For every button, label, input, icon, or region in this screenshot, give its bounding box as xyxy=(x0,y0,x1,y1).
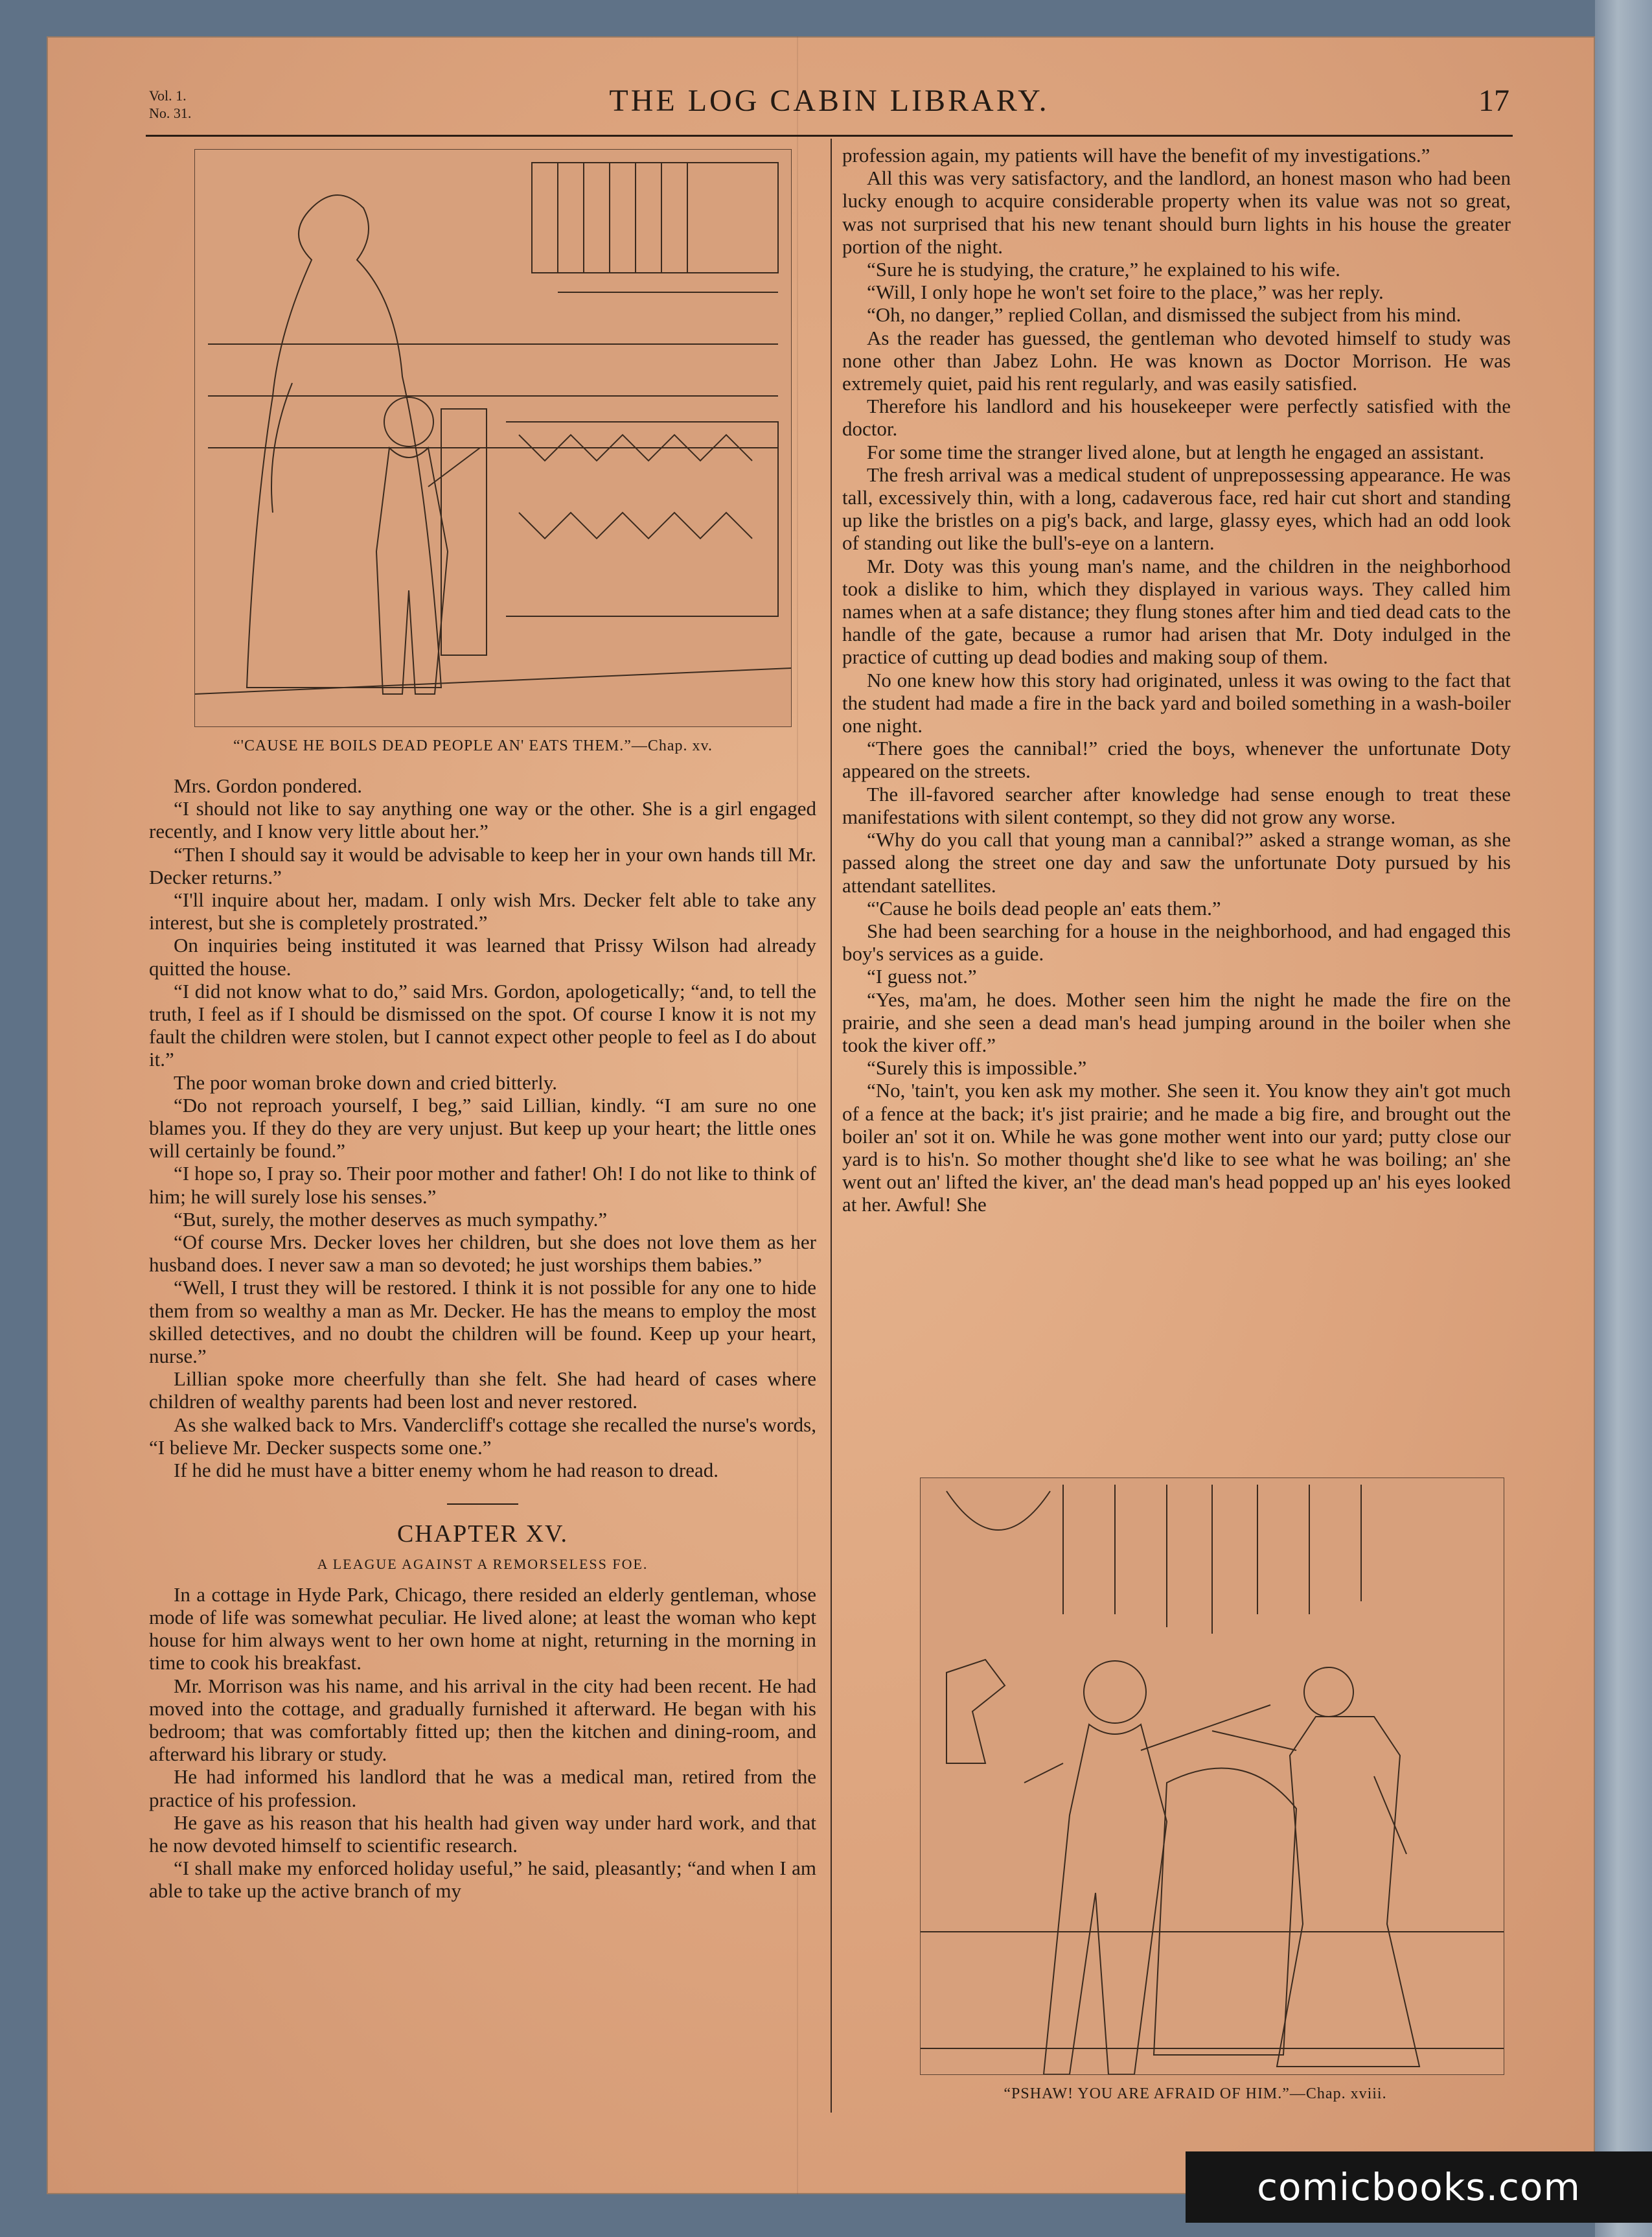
paragraph: If he did he must have a bitter enemy whom he had reason to dread. xyxy=(174,1459,719,1482)
paragraph: He had informed his landlord that he was a medical man, retired from the practice of his profession. xyxy=(149,1765,816,1811)
header-rule xyxy=(146,135,1513,137)
paragraph: The fresh arrival was a medical student of unprepossessing appearance. He was tall, excessively thin, with a long, cadaverous face, red hair cut short and standing up like the bristles on a pig's back, and large, glassy eyes, which had an odd look of standing out like the bull's-eye on a lantern. xyxy=(842,463,1511,555)
watermark-logo: comicbooks.com xyxy=(1186,2151,1652,2223)
paragraph: In a cottage in Hyde Park, Chicago, there resided an elderly gentleman, whose mode of life was somewhat peculiar. He lived alone; at least the woman who kept house for him always went to her own home at night, returning in the morning in time to cook his breakfast. xyxy=(149,1582,816,1675)
paragraph: Lillian spoke more cheerfully than she felt. She had heard of cases where children of wealthy parents had been lost and never restored. xyxy=(149,1367,816,1413)
paragraph: As she walked back to Mrs. Vandercliff's cottage she recalled the nurse's words, “I believe Mr. Decker suspects some one.” xyxy=(149,1413,816,1459)
illustration-caption-top: “'CAUSE HE BOILS DEAD PEOPLE AN' EATS THEM.”—Chap. xv. xyxy=(233,737,713,754)
book-spine xyxy=(1595,0,1652,2237)
chapter-heading: CHAPTER XV. xyxy=(396,1520,569,1548)
paragraph: “I should not like to say anything one way or the other. She is a girl engaged recently, and I know very little about her.” xyxy=(149,797,816,843)
paragraph: Mrs. Gordon pondered. xyxy=(174,774,363,797)
paragraph: “There goes the cannibal!” cried the boys, whenever the unfortunate Doty appeared on the streets. xyxy=(842,737,1511,783)
paragraph: “I guess not.” xyxy=(867,965,977,988)
paragraph: Therefore his landlord and his housekeeper were perfectly satisfied with the doctor. xyxy=(842,395,1511,441)
paragraph: “Will, I only hope he won't set foire to the place,” was her reply. xyxy=(867,281,1384,304)
publication-title: THE LOG CABIN LIBRARY. xyxy=(609,84,1050,118)
paragraph: “I hope so, I pray so. Their poor mother and father! Oh! I do not like to think of him; he will surely lose his senses.” xyxy=(149,1162,816,1208)
paragraph: On inquiries being instituted it was learned that Prissy Wilson had already quitted the house. xyxy=(149,934,816,980)
running-header xyxy=(149,83,1509,135)
paragraph: “I did not know what to do,” said Mrs. Gordon, apologetically; “and, to tell the truth, I feel as if I should be dismissed on the spot. Of course I know it is not my fault the children were stolen, but I cannot expect other people to feel as I do about it.” xyxy=(149,979,816,1071)
paragraph: “Sure he is studying, the crature,” he explained to his wife. xyxy=(867,258,1340,281)
chapter-subtitle: A LEAGUE AGAINST A REMORSELESS FOE. xyxy=(317,1555,648,1572)
paragraph: “'Cause he boils dead people an' eats them.” xyxy=(867,896,1221,920)
paragraph: He gave as his reason that his health had given way under hard work, and that he now devoted himself to scientific research. xyxy=(149,1811,816,1857)
paragraph: “Then I should say it would be advisable to keep her in your own hands till Mr. Decker returns.” xyxy=(149,842,816,888)
paragraph: “I shall make my enforced holiday useful,” he said, pleasantly; “and when I am able to take up the active branch of my xyxy=(149,1857,816,1903)
volume-number: Vol. 1. No. 31. xyxy=(149,87,192,121)
paragraph: The ill-favored searcher after knowledge had sense enough to treat these manifestations with silent contempt, so they did not grow any worse. xyxy=(842,782,1511,828)
paragraph: “Yes, ma'am, he does. Mother seen him the night he made the fire on the prairie, and she seen a dead man's head jumping around in the boiler when she took the kiver off.” xyxy=(842,988,1511,1056)
paragraph: Mr. Doty was this young man's name, and the children in the neighborhood took a dislike to him, which they displayed in various ways. They called him names when at a safe distance; they flung stones after him and tied dead cats to the handle of the gate, because a rumor had arisen that Mr. Doty indulged in the practice of cutting up dead bodies and making soup of them. xyxy=(842,554,1511,669)
paragraph: No one knew how this story had originated, unless it was owing to the fact that the student had made a fire in the back yard and boiled something in a wash-boiler one night. xyxy=(842,668,1511,737)
paragraph: “Why do you call that young man a cannibal?” asked a strange woman, as she passed along the street one day and saw the unfortunate Doty pursued by his attendant satellites. xyxy=(842,828,1511,897)
paragraph: As the reader has guessed, the gentleman who devoted himself to study was none other than Jabez Lohn. He was known as Doctor Morrison. He was extremely quiet, paid his rent regularly, and was easily satisfied. xyxy=(842,326,1511,395)
paragraph: “Well, I trust they will be restored. I think it is not possible for any one to hide them from so wealthy a man as Mr. Decker. He has the means to employ the most skilled detectives, and no doubt the children will be found. Keep up your heart, nurse.” xyxy=(149,1276,816,1368)
engraving-woman-boy-icon xyxy=(195,150,791,726)
paragraph: For some time the stranger lived alone, but at length he engaged an assistant. xyxy=(867,440,1484,463)
paragraph: “Oh, no danger,” replied Collan, and dismissed the subject from his mind. xyxy=(867,303,1462,327)
paragraph: Mr. Morrison was his name, and his arrival in the city had been recent. He had moved into the cottage, and gradually furnished it afterward. He began with his bedroom; that was comfortably fitted up; then the kitchen and dining-room, and afterward his library or study. xyxy=(149,1674,816,1766)
column-divider xyxy=(831,139,832,2113)
paragraph: All this was very satisfactory, and the landlord, an honest mason who had been lucky enough to acquire considerable property when its value was not so great, was not surprised that his new tenant should burn lights in his house the greater portion of the night. xyxy=(842,167,1511,258)
illustration-caption-bottom: “PSHAW! YOU ARE AFRAID OF HIM.”—Chap. xviii. xyxy=(1004,2085,1387,2102)
right-column xyxy=(842,144,1511,1216)
engraving-man-woman-icon xyxy=(921,1478,1504,2074)
left-column xyxy=(149,774,816,1903)
paragraph: “I'll inquire about her, madam. I only wish Mrs. Decker felt able to take any interest, but she is completely prostrated.” xyxy=(149,888,816,934)
paragraph: The poor woman broke down and cried bitterly. xyxy=(174,1071,557,1094)
illustration-woman-and-boy xyxy=(194,149,792,727)
paragraph: “Surely this is impossible.” xyxy=(867,1056,1087,1080)
paragraph: “No, 'tain't, you ken ask my mother. She seen it. You know they ain't got much of a fence at the back; it's jist prairie; and he made a big fire, and brought out the boiler an' sot it on. While he was gone mother went into our yard; putty close our yard is to his'n. So mother thought she'd like to see what he was boiling; an' she went out an' lifted the kiver, an' the dead man's head popped up an' his eyes looked at her. Awful! She xyxy=(842,1079,1511,1216)
paragraph-continued: profession again, my patients will have the benefit of my investigations.” xyxy=(842,144,1430,167)
page-number: 17 xyxy=(1478,84,1509,118)
paragraph: “Of course Mrs. Decker loves her children, but she does not love them as her husband does. I never saw a man so devoted; he just worships them babies.” xyxy=(149,1231,816,1277)
illustration-man-and-woman xyxy=(920,1478,1504,2075)
paragraph: “But, surely, the mother deserves as much sympathy.” xyxy=(174,1207,608,1231)
paragraph: She had been searching for a house in the neighborhood, and had engaged this boy's services as a guide. xyxy=(842,919,1511,966)
chapter-rule xyxy=(447,1503,518,1505)
paragraph: “Do not reproach yourself, I beg,” said Lillian, kindly. “I am sure no one blames you. If they do they are very unjust. But keep up your heart; the little ones will certainly be found.” xyxy=(149,1093,816,1163)
